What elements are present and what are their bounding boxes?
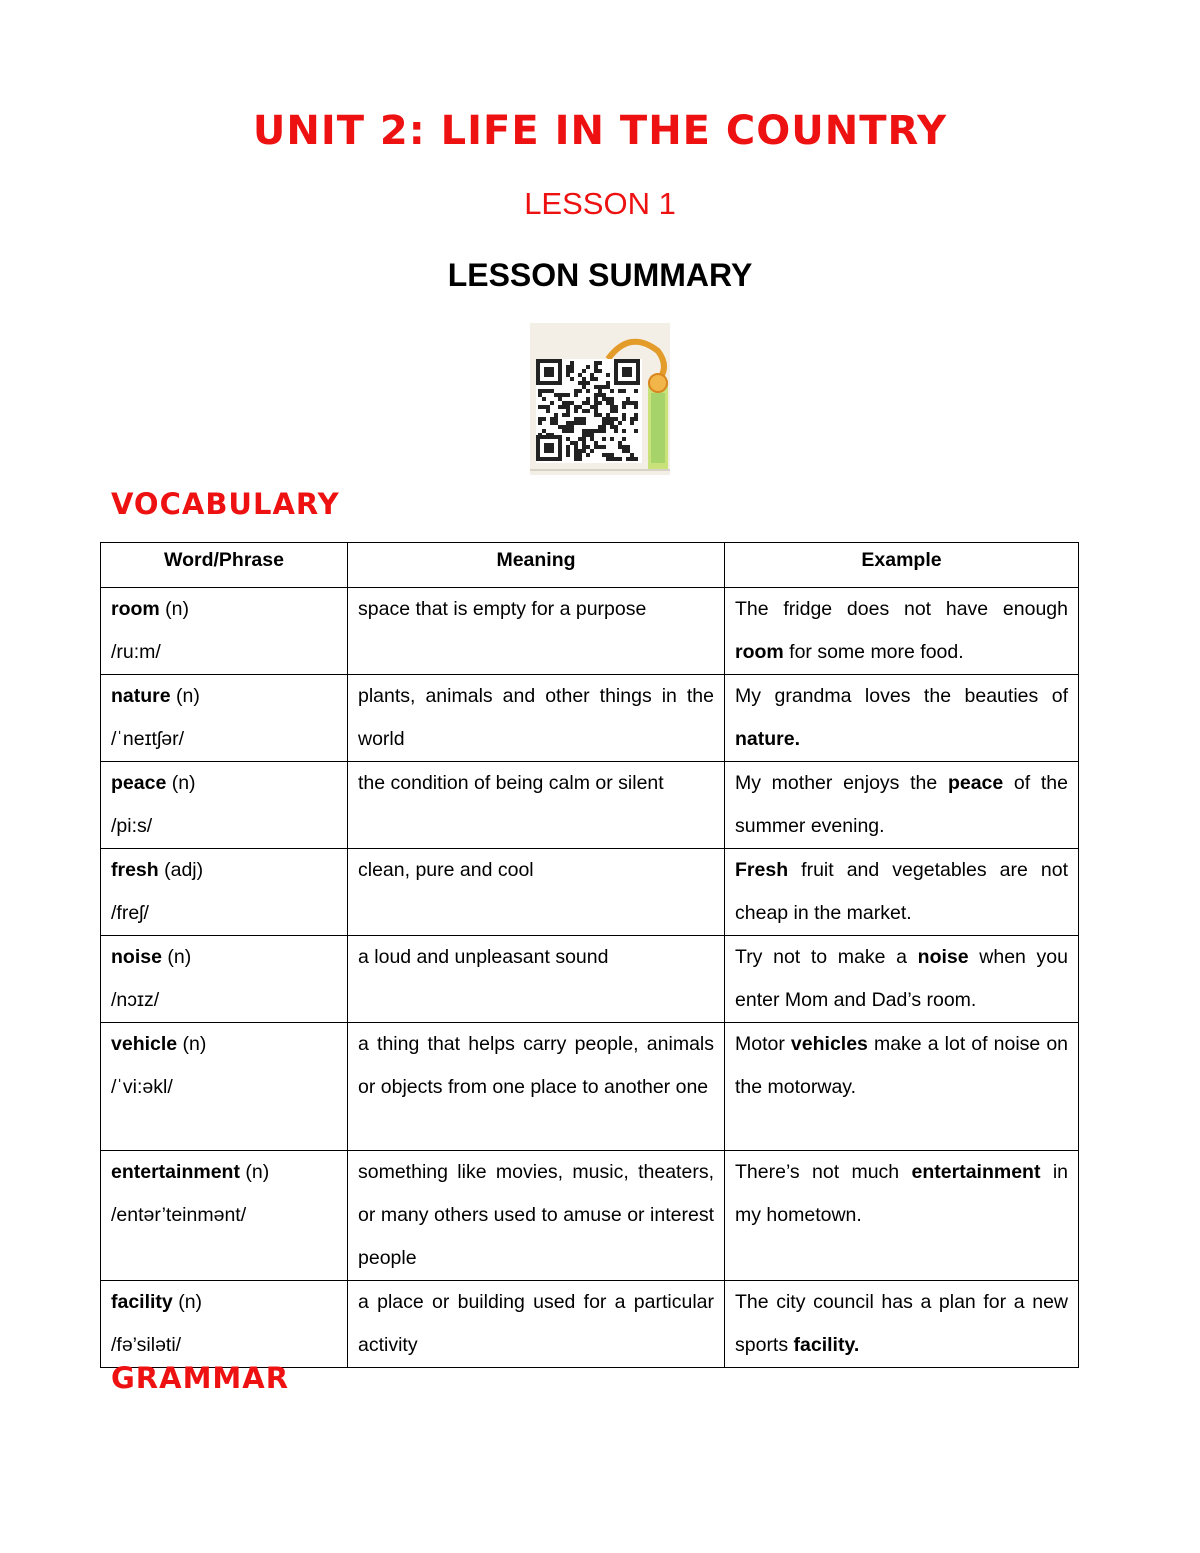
qr-code-icon[interactable]	[530, 323, 670, 475]
example-text-end: in my hometown.	[735, 1161, 1068, 1226]
word-cell	[101, 1151, 348, 1281]
example-text: There’s not much	[735, 1161, 912, 1183]
word-cell	[101, 936, 348, 1023]
word: vehicle	[111, 1033, 178, 1055]
meaning-cell	[348, 936, 725, 1023]
example-text-end: for some more food.	[783, 641, 964, 663]
meaning-text: a place or building used for a particular activity	[358, 1291, 714, 1356]
grammar-heading: GRAMMAR	[111, 1361, 290, 1395]
word-cell	[101, 675, 348, 762]
example-keyword: peace	[947, 772, 1004, 794]
header-word-phrase: Word/Phrase	[101, 543, 348, 588]
part-of-speech: (n)	[170, 685, 200, 707]
word: noise	[111, 946, 162, 968]
word: nature	[111, 685, 171, 707]
word: facility	[111, 1291, 173, 1313]
table-row	[101, 675, 1079, 762]
word-cell	[101, 762, 348, 849]
example-text-end: make a lot of noise on the motorway.	[735, 1033, 1069, 1098]
example-text: Try not to make a	[735, 946, 918, 968]
word: fresh	[111, 859, 159, 881]
part-of-speech: (n)	[172, 1291, 203, 1313]
meaning-text: the condition of being calm or silent	[358, 772, 664, 794]
word-cell	[101, 1023, 348, 1151]
table-header-row	[101, 543, 1079, 588]
part-of-speech: (n)	[177, 1033, 207, 1055]
pronunciation: /nɔɪz/	[111, 989, 160, 1011]
word-cell	[101, 849, 348, 936]
example-keyword: room	[735, 641, 784, 663]
header-example: Example	[725, 543, 1079, 588]
table-row	[101, 849, 1079, 936]
word: entertainment	[111, 1161, 240, 1183]
vocabulary-heading: VOCABULARY	[111, 487, 340, 521]
meaning-text: space that is empty for a purpose	[358, 598, 647, 620]
pronunciation: /entər’teinmənt/	[111, 1204, 247, 1226]
example-text-end: of the summer evening.	[735, 772, 1068, 837]
meaning-cell	[348, 1151, 725, 1281]
word: peace	[111, 772, 167, 794]
example-text: My grandma loves the beauties of	[735, 685, 1068, 707]
pronunciation: /pi:s/	[111, 815, 153, 837]
table-row	[101, 588, 1079, 675]
part-of-speech: (n)	[166, 772, 196, 794]
example-cell	[725, 1023, 1079, 1151]
example-cell	[725, 1151, 1079, 1281]
example-cell	[725, 936, 1079, 1023]
part-of-speech: (n)	[161, 946, 192, 968]
example-text-end: fruit and vegetables are not cheap in the market.	[735, 859, 1068, 924]
meaning-cell	[348, 762, 725, 849]
pronunciation: /ˈneɪtʃər/	[111, 728, 185, 750]
example-keyword: entertainment	[911, 1161, 1041, 1183]
example-cell	[725, 675, 1079, 762]
pronunciation: /freʃ/	[111, 902, 149, 924]
example-keyword: nature.	[735, 728, 801, 750]
meaning-cell	[348, 588, 725, 675]
qr-code-graphic	[530, 323, 670, 475]
header-meaning: Meaning	[348, 543, 725, 588]
meaning-text: clean, pure and cool	[358, 859, 534, 881]
unit-title: UNIT 2: LIFE IN THE COUNTRY	[252, 108, 948, 154]
table-row	[101, 1151, 1079, 1281]
example-text: The fridge does not have enough	[735, 598, 1068, 620]
meaning-text: a thing that helps carry people, animals or objects from one place to another one	[358, 1033, 714, 1098]
table-row	[101, 762, 1079, 849]
example-text: My mother enjoys the	[735, 772, 948, 794]
meaning-cell	[348, 849, 725, 936]
vocabulary-table	[100, 542, 1079, 1368]
example-keyword: vehicles	[790, 1033, 868, 1055]
table-row	[101, 1281, 1079, 1368]
pronunciation: /ˈvi:əkl/	[111, 1076, 173, 1098]
example-text: Motor	[735, 1033, 791, 1055]
example-text: The city council has a plan for a new sports	[735, 1291, 1068, 1356]
meaning-text: a loud and unpleasant sound	[358, 946, 609, 968]
example-cell	[725, 762, 1079, 849]
lesson-number: LESSON 1	[524, 186, 676, 221]
part-of-speech: (n)	[239, 1161, 270, 1183]
meaning-cell	[348, 1281, 725, 1368]
example-cell	[725, 849, 1079, 936]
table-row	[101, 936, 1079, 1023]
lesson-summary-heading: LESSON SUMMARY	[447, 257, 753, 293]
part-of-speech: (adj)	[158, 859, 204, 881]
example-keyword: Fresh	[735, 859, 789, 881]
example-cell	[725, 1281, 1079, 1368]
word-cell	[101, 588, 348, 675]
pronunciation: /ru:m/	[111, 641, 161, 663]
meaning-cell	[348, 1023, 725, 1151]
part-of-speech: (n)	[159, 598, 189, 620]
meaning-cell	[348, 675, 725, 762]
word: room	[111, 598, 160, 620]
example-cell	[725, 588, 1079, 675]
pronunciation: /fə’siləti/	[111, 1334, 182, 1356]
table-row	[101, 1023, 1079, 1151]
example-keyword: noise	[917, 946, 969, 968]
meaning-text: plants, animals and other things in the world	[358, 685, 714, 750]
example-text-end: when you enter Mom and Dad’s room.	[735, 946, 1068, 1011]
example-keyword: facility.	[793, 1334, 860, 1356]
meaning-text: something like movies, music, theaters, or many others used to amuse or interest people	[358, 1161, 714, 1269]
word-cell	[101, 1281, 348, 1368]
